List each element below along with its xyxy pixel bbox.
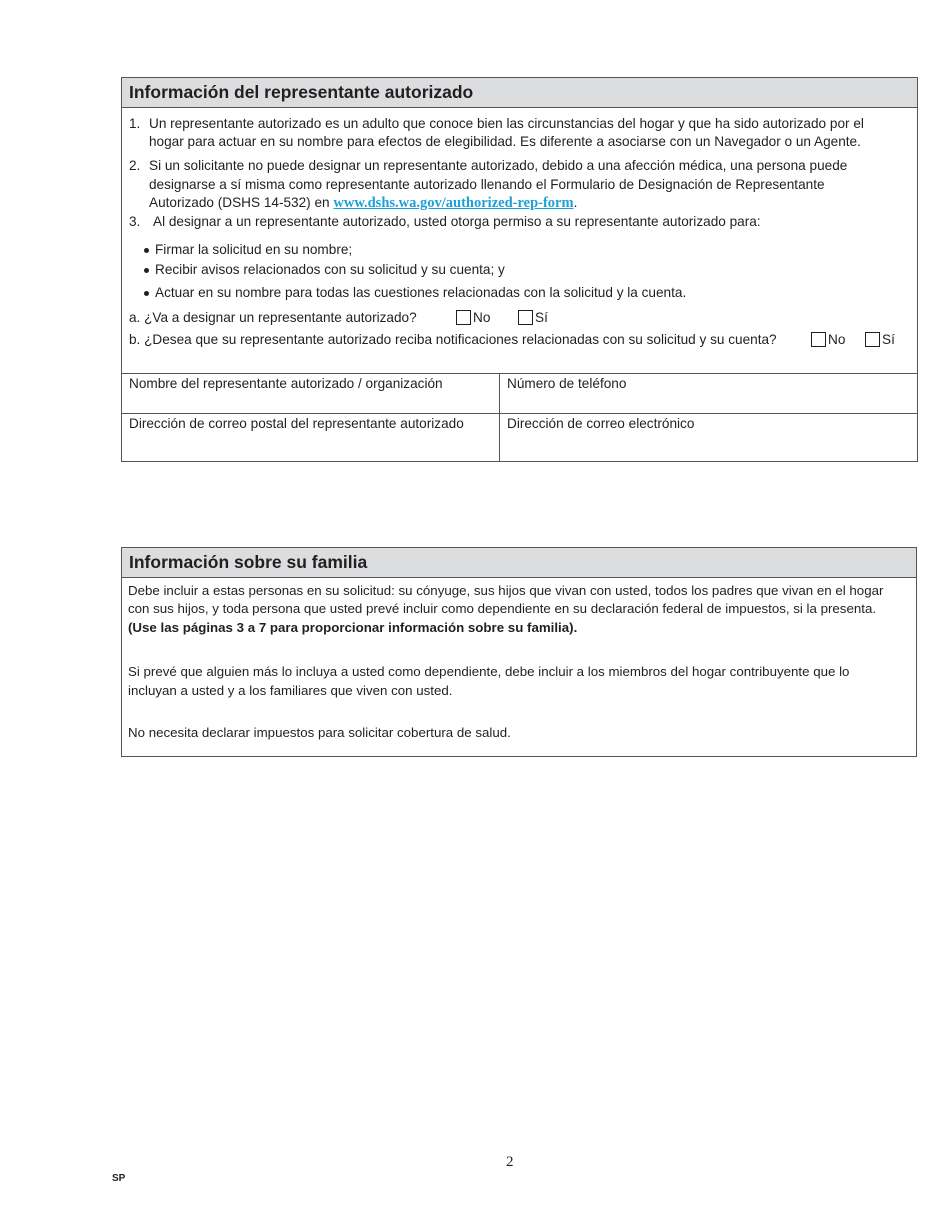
item-3-number: 3.: [129, 214, 141, 229]
question-a-yes-label: Sí: [535, 310, 548, 325]
bullet-dot: [144, 248, 149, 253]
question-b-no-label: No: [828, 332, 846, 347]
family-section: [121, 547, 917, 757]
authorized-rep-header: Información del representante autorizado: [122, 78, 917, 108]
question-a-no-label: No: [473, 310, 491, 325]
item-2-line-3: [149, 194, 577, 213]
question-a-yes-checkbox[interactable]: [518, 310, 533, 325]
form-language-code: SP: [112, 1173, 126, 1184]
question-b-no-checkbox[interactable]: [811, 332, 826, 347]
question-b-yes-checkbox[interactable]: [865, 332, 880, 347]
question-a: a. ¿Va a designar un representante autorizado?: [129, 310, 417, 325]
family-para-1-line-1: Debe incluir a estas personas en su solicitud: su cónyuge, sus hijos que vivan con usted, todos los padres que vivan en el hogar: [128, 583, 884, 598]
email-field[interactable]: [500, 414, 917, 461]
item-3-text: Al designar a un representante autorizado, usted otorga permiso a su representante autorizado para:: [153, 214, 761, 229]
family-para-3: No necesita declarar impuestos para solicitar cobertura de salud.: [128, 725, 511, 740]
family-para-1-line-3: (Use las páginas 3 a 7 para proporcionar información sobre su familia).: [128, 620, 578, 635]
bullet-dot: [144, 291, 149, 296]
bullet-item-act: Actuar en su nombre para todas las cuestiones relacionadas con la solicitud y la cuenta.: [155, 285, 687, 300]
question-b-yes-label: Sí: [882, 332, 895, 347]
family-para-1-line-2: con sus hijos, y toda persona que usted prevé incluir como dependiente en su declaración federal de impuestos, si la presenta.: [128, 601, 877, 616]
rep-name-label: Nombre del representante autorizado / organización: [129, 376, 443, 391]
family-para-2-line-2: incluyan a usted y a los familiares que viven con usted.: [128, 683, 453, 698]
email-label: Dirección de correo electrónico: [507, 416, 695, 431]
item-2-line-3-suffix: .: [573, 195, 578, 210]
item-2-number: 2.: [129, 158, 141, 173]
bullet-dot: [144, 268, 149, 273]
question-b: b. ¿Desea que su representante autorizado reciba notificaciones relacionadas con su solicitud y su cuenta?: [129, 332, 777, 347]
item-1-line-2: hogar para actuar en su nombre para efectos de elegibilidad. Es diferente a asociarse con un Navegador o un Agente.: [149, 134, 861, 149]
family-para-2-line-1: Si prevé que alguien más lo incluya a usted como dependiente, debe incluir a los miembros del hogar contribuyente que lo: [128, 664, 850, 679]
family-header: Información sobre su familia: [122, 548, 916, 578]
rep-name-field[interactable]: [122, 374, 499, 413]
item-1-line-1: Un representante autorizado es un adulto que conoce bien las circunstancias del hogar y que ha sido autorizado por el: [149, 116, 864, 131]
authorized-rep-form-link[interactable]: www.dshs.wa.gov/authorized-rep-form: [333, 195, 574, 211]
bullet-item-sign: Firmar la solicitud en su nombre;: [155, 242, 353, 257]
mailing-address-label: Dirección de correo postal del representante autorizado: [129, 416, 464, 431]
phone-field[interactable]: [500, 374, 917, 413]
authorized-rep-section: [121, 77, 918, 462]
item-2-line-1: Si un solicitante no puede designar un representante autorizado, debido a una afección médica, una persona puede: [149, 158, 848, 173]
phone-label: Número de teléfono: [507, 376, 627, 391]
item-1-number: 1.: [129, 116, 141, 131]
item-2-line-3-prefix: Autorizado (DSHS 14-532) en: [149, 195, 334, 210]
page-number: 2: [506, 1154, 514, 1170]
mailing-address-field[interactable]: [122, 414, 499, 461]
bullet-item-notices: Recibir avisos relacionados con su solicitud y su cuenta; y: [155, 262, 505, 277]
item-2-line-2: designarse a sí misma como representante autorizado llenando el Formulario de Designación de Representante: [149, 177, 825, 192]
question-a-no-checkbox[interactable]: [456, 310, 471, 325]
